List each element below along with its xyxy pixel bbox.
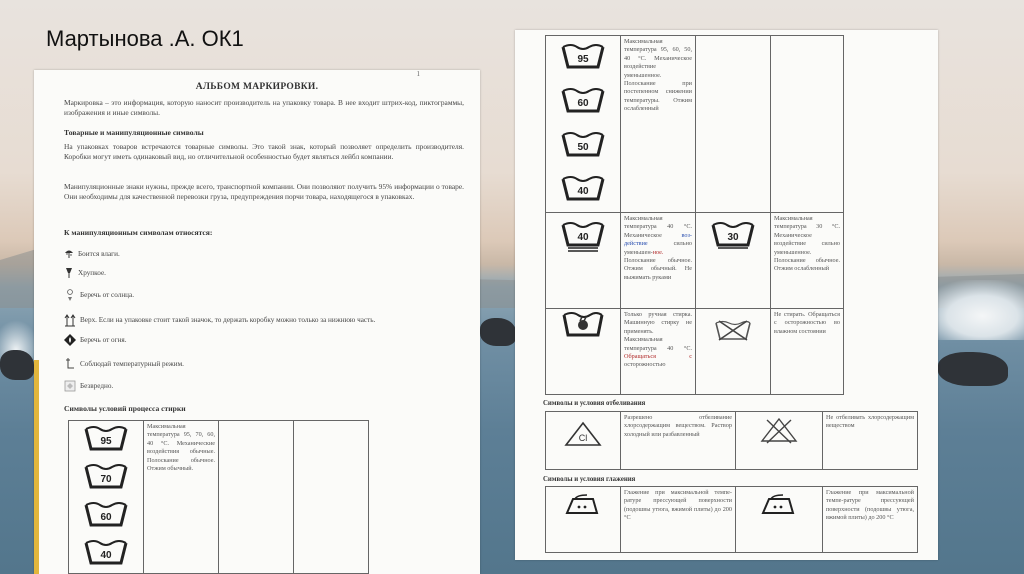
- manip-paragraph: Манипуляционные знаки нужны, прежде всего, транспортной компании. Они позволяют получить 95% информации о товаре. Они необходимы для качественной перевозки груза, предупреждения порчи товара, находящегося в упаковках.: [64, 182, 464, 201]
- wash-temperature: 60: [100, 512, 112, 523]
- text-part-highlight: Обращаться с: [624, 353, 692, 361]
- text-part: Полоскание обычное. Отжим обычный. Не выжимать руками: [624, 257, 692, 281]
- manip-symbol-label: Беречь от огня.: [80, 336, 127, 344]
- bleach-icon-cell: [546, 412, 621, 470]
- chlorine-bleach-icon: [563, 420, 603, 448]
- document-title: АЛЬБОМ МАРКИРОВКИ.: [195, 82, 319, 92]
- iron-description: Глажение при максимальной темпе-ратуре прессующей поверхности (подошвы утюга, вжимой плиты) до 200 °С: [624, 489, 732, 522]
- bleach-icon-cell: [736, 412, 823, 470]
- wash-temperature: 40: [577, 186, 589, 197]
- rock: [480, 318, 516, 346]
- manip-symbol-item: [64, 267, 106, 279]
- manip-symbol-label: Беречь от солнца.: [80, 291, 135, 299]
- wash-temperature: 95: [100, 436, 112, 447]
- bleach-label: Cl: [578, 433, 588, 443]
- no-bleach-icon: [759, 416, 799, 444]
- empty-cell: [219, 421, 294, 574]
- wash-text-cell: [621, 36, 696, 213]
- arrows-up-icon: [64, 313, 76, 327]
- wash-tub-icon: [709, 219, 757, 253]
- manip-symbol-item: [64, 313, 375, 327]
- document-page-left: [34, 70, 480, 574]
- wash-icons-cell: [69, 421, 144, 574]
- wash-text-cell: [621, 309, 696, 395]
- text-part: Только ручная стирка. Машинную стирку не применять. Максимальная температура 40 °С.: [624, 311, 692, 352]
- wash-icons-cell: [546, 309, 621, 395]
- manip-symbol-item: [64, 357, 184, 371]
- rock: [938, 352, 1008, 386]
- wash-tub-icon: [559, 41, 607, 75]
- umbrella-icon: [64, 248, 74, 260]
- wash-icons-cell: [696, 213, 771, 309]
- rock: [0, 350, 34, 380]
- iron-table: [545, 486, 918, 553]
- iron-text-cell: [823, 487, 918, 553]
- manip-symbol-item: [64, 380, 113, 392]
- wash-tub-icon: [559, 219, 607, 253]
- manip-symbol-label: Безвредно.: [80, 382, 114, 390]
- empty-cell: [771, 36, 844, 213]
- intro-paragraph: Маркировка – это информация, которую наносит производитель на упаковку товара. В нее входит штрих-код, пиктограммы, изображения и иные символы.: [64, 98, 464, 117]
- iron-text-cell: [621, 487, 736, 553]
- wash-temperature: 40: [577, 232, 589, 243]
- heading-bleach-symbols: Символы и условия отбеливания: [543, 400, 646, 407]
- wash-table: [68, 420, 369, 574]
- wash-description: Максимальная температура 95, 70, 60, 40 °С. Механические воздействия обычные. Полоскание обычное. Отжим обычный.: [147, 423, 215, 473]
- bleach-text-cell: [823, 412, 918, 470]
- page-number: 1: [416, 70, 420, 78]
- sun-icon: [64, 288, 76, 302]
- iron-hot-icon: [563, 493, 603, 517]
- wash-table-continued: [545, 35, 844, 395]
- wash-tub-icon: [559, 173, 607, 207]
- text-part: сильно уменьшен-: [624, 240, 692, 256]
- empty-cell: [696, 36, 771, 213]
- wash-tub-icon: [82, 461, 130, 495]
- text-part-highlight: ное.: [652, 248, 664, 256]
- bleach-description: Не отбеливать хлорсодержащим веществом: [826, 414, 914, 430]
- iron-hot-icon: [759, 493, 799, 517]
- box-icon: [64, 380, 76, 392]
- wash-text-cell: [621, 213, 696, 309]
- document-page-right: [515, 30, 938, 560]
- empty-cell: [294, 421, 369, 574]
- do-not-wash-icon: [713, 319, 753, 341]
- wash-temperature: 70: [100, 474, 112, 485]
- iron-icon-cell: [546, 487, 621, 553]
- wash-temperature: 95: [577, 54, 589, 65]
- wash-tub-icon: [82, 499, 130, 533]
- manip-symbol-label: Боится влаги.: [78, 250, 120, 258]
- accent-bar: [34, 360, 39, 574]
- wash-icons-cell: [546, 213, 621, 309]
- wash-tub-icon: [82, 537, 130, 571]
- text-part: осторожностью: [624, 361, 666, 369]
- wash-icons-cell: [696, 309, 771, 395]
- wash-text-cell: [771, 213, 844, 309]
- wash-text-cell: [771, 309, 844, 395]
- wash-description: [621, 213, 695, 284]
- manip-symbol-label: Хрупкое.: [78, 269, 106, 277]
- wash-description: [621, 309, 695, 372]
- manip-symbol-item: [64, 334, 127, 346]
- wash-text-cell: [144, 421, 219, 574]
- wash-description: Не стирать. Обращаться с осторожностью во влажном состоянии: [774, 311, 840, 335]
- text-part: Максимальная температура 40 °С. Механическое: [624, 215, 692, 239]
- wash-tub-icon: [559, 129, 607, 163]
- heading-manip-list: К манипуляционным символам относятся:: [64, 228, 213, 237]
- wash-description: Максимальная температура 95, 60, 50, 40 °С. Механическое воздействие уменьшенное. Полоскание при постепенном снижении температуры. Отжим ослабленный: [624, 38, 692, 113]
- manip-symbol-label: Соблюдай температурный режим.: [80, 360, 184, 368]
- manip-symbol-item: [64, 248, 120, 260]
- wash-tub-icon: [559, 85, 607, 119]
- wash-temperature: 30: [727, 232, 739, 243]
- wash-tub-icon: [82, 423, 130, 457]
- heading-goods-symbols: Товарные и манипуляционные символы: [64, 128, 204, 137]
- wash-temperature: 60: [577, 98, 589, 109]
- bleach-table: [545, 411, 918, 470]
- manip-symbol-label: Верх. Если на упаковке стоит такой значок, то держать коробку можно только за нижнюю часть.: [80, 316, 376, 324]
- wash-icons-cell: [546, 36, 621, 213]
- goods-paragraph: На упаковках товаров встречаются товарные символы. Это такой знак, который позволяет определить производителя. Коробки могут иметь одинаковый вид, но отличительной особенностью будет являться лейбл компании.: [64, 142, 464, 161]
- glass-icon: [64, 267, 74, 279]
- heading-wash-symbols: Символы условий процесса стирки: [64, 404, 186, 413]
- hand-wash-icon: [560, 309, 606, 339]
- bleach-text-cell: [621, 412, 736, 470]
- thermometer-icon: [64, 357, 76, 371]
- fire-icon: [64, 334, 76, 346]
- iron-icon-cell: [736, 487, 823, 553]
- wash-temperature: 50: [577, 142, 589, 153]
- slide-title: Мартынова .А. ОК1: [46, 26, 244, 51]
- heading-iron-symbols: Символы и условия глажения: [543, 476, 636, 483]
- bleach-description: Разрешено отбеливание хлорсодержащим веществом. Раствор холодный или разбавленный: [624, 414, 732, 438]
- wash-description: Максимальная температура 30 °С. Механическое воздействие сильно уменьшенное. Полоскание обычное. Отжим ослабленный: [774, 215, 840, 273]
- manip-symbol-item: [64, 288, 134, 302]
- text-part-highlight: воз-действие: [624, 231, 692, 248]
- iron-description: Глажение при максимальной темпе-ратуре прессующей поверхности (подошвы утюга, вжимой плиты) до 200 °С: [826, 489, 914, 522]
- wash-temperature: 40: [100, 550, 112, 561]
